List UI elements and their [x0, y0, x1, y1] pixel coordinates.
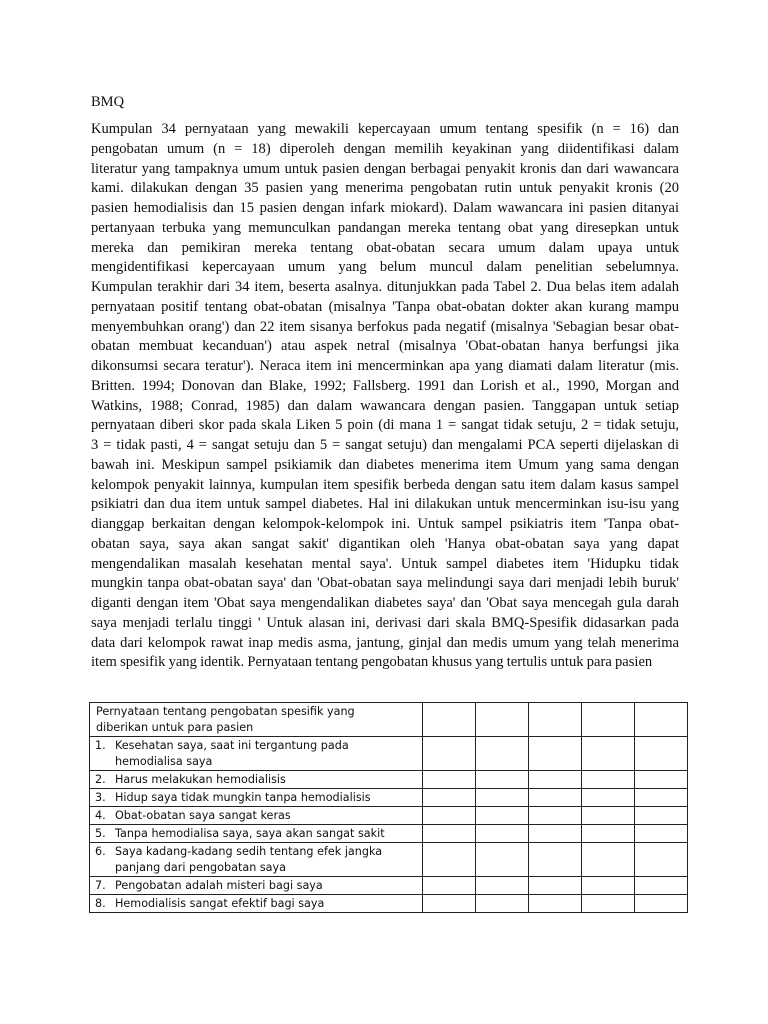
rating-cell: [476, 825, 529, 843]
paragraph-line: obatan saya, saya akan sangat sakit' digantikan oleh 'Hanya obat-obatan saya yang dapat: [91, 535, 679, 552]
item-number: 2.: [95, 773, 106, 786]
rating-cell: [635, 789, 688, 807]
statement-text: [115, 826, 418, 842]
rating-cell: [635, 877, 688, 895]
item-number: 1.: [95, 739, 106, 752]
statement-line: Pengobatan adalah misteri bagi saya: [115, 879, 323, 892]
rating-cell: [582, 895, 635, 913]
paragraph-line: mengidentifikasi kepercayaan umum yang belum muncul dalam penelitian sebelumnya.: [91, 259, 679, 276]
statement-cell: [90, 789, 423, 807]
paragraph-line: mengendalikan masalah kesehatan mental saya'. Untuk sampel diabetes item 'Hidupku tidak: [91, 555, 679, 572]
statement-text: [115, 772, 418, 788]
statement-line: hemodialisa saya: [115, 755, 213, 768]
paragraph-line: 3 = tidak pasti, 4 = sangat setuju dan 5 = sangat setuju) dan mengalami PCA seperti dijelaskan di: [91, 437, 679, 453]
rating-cell: [529, 843, 582, 877]
table-row: [90, 771, 688, 789]
rating-cell: [529, 771, 582, 789]
item-number: 5.: [95, 827, 106, 840]
table-row: [90, 895, 688, 913]
rating-cell: [635, 825, 688, 843]
table-row: [90, 877, 688, 895]
item-number: 8.: [95, 897, 106, 910]
body-paragraph: [91, 120, 679, 673]
paragraph-line: diganti dengan item 'Obat saya mengendalikan diabetes saya' dan 'Obat saya mencegah gula darah: [91, 595, 679, 611]
statement-text: [115, 790, 418, 806]
rating-cell: [476, 789, 529, 807]
statement-cell: [90, 807, 423, 825]
rating-cell: [635, 807, 688, 825]
table-row: [90, 825, 688, 843]
statement-text: [115, 738, 418, 770]
table-row: [90, 737, 688, 771]
rating-cell: [423, 807, 476, 825]
statement-line: Hemodialisis sangat efektif bagi saya: [115, 897, 325, 910]
table-row: [90, 789, 688, 807]
paragraph-line: dianggap berkaitan dengan kelompok-kelompok ini. Untuk sampel psikiatris item 'Tanpa obat-: [91, 516, 679, 532]
paragraph-line: Kumpulan terakhir dari 34 item, beserta asalnya. ditunjukkan pada Tabel 2. Dua belas item adalah: [91, 279, 679, 295]
item-number: 6.: [95, 845, 106, 858]
rating-cell: [423, 843, 476, 877]
paragraph-line: Kumpulan 34 pernyataan yang mewakili kepercayaan umum tentang spesifik (n = 16) dan: [91, 121, 679, 137]
table-header-cell: [90, 703, 423, 737]
statement-line: Harus melakukan hemodialisis: [115, 773, 286, 786]
item-number: 7.: [95, 879, 106, 892]
statement-text: [115, 878, 418, 894]
paragraph-line: pertanyaan terbuka yang memunculkan pandangan mereka tentang obat yang diresepkan untuk: [91, 219, 679, 236]
document-heading: BMQ: [91, 94, 125, 110]
paragraph-line: obatan membuat kecanduan') atau aspek netral (misalnya 'Obat-obatan hanya berfungsi jika: [91, 338, 679, 355]
rating-cell: [529, 789, 582, 807]
item-number: 3.: [95, 791, 106, 804]
statement-cell: [90, 771, 423, 789]
paragraph-line: pasien hemodialisis dan 15 pasien dengan infark miokard). Dalam wawancara ini pasien ditanyai: [91, 200, 679, 216]
statement-text: [115, 844, 418, 876]
statement-line: Saya kadang-kadang sedih tentang efek jangka: [115, 845, 383, 858]
paragraph-line: Watkins, 1988; Conrad, 1985) dan dalam wawancara dengan pasien. Tanggapan untuk setiap: [91, 397, 679, 414]
rating-cell: [423, 737, 476, 771]
statement-cell: [90, 843, 423, 877]
statement-cell: [90, 737, 423, 771]
paragraph-line: Britten. 1994; Donovan dan Blake, 1992; Fallsberg. 1991 dan Lorish et al., 1990, Morgan and: [91, 377, 679, 394]
rating-cell: [423, 877, 476, 895]
rating-cell: [423, 703, 476, 737]
paragraph-line: saya menjadi terlalu tinggi ' Untuk alasan ini, derivasi dari skala BMQ-Spesifik didasarkan pada: [91, 614, 679, 631]
paragraph-line: dikonsumsi secara teratur'). Neraca item ini mencerminkan apa yang diamati dalam literatur (mis.: [91, 358, 679, 374]
rating-cell: [476, 895, 529, 913]
rating-cell: [423, 771, 476, 789]
paragraph-line: pernyataan positif tentang obat-obatan (misalnya 'Tanpa obat-obatan dokter akan kurang mampu: [91, 298, 679, 315]
rating-cell: [529, 737, 582, 771]
rating-cell: [476, 703, 529, 737]
paragraph-line: pernyataan diberi skor pada skala Liken 5 poin (di mana 1 = sangat tidak setuju, 2 = tidak setuju,: [91, 417, 679, 434]
rating-cell: [423, 895, 476, 913]
rating-cell: [476, 771, 529, 789]
item-number: 4.: [95, 809, 106, 822]
statement-line: Kesehatan saya, saat ini tergantung pada: [115, 739, 349, 752]
rating-cell: [635, 703, 688, 737]
rating-cell: [529, 703, 582, 737]
rating-cell: [635, 843, 688, 877]
rating-cell: [582, 737, 635, 771]
paragraph-line: mungkin tanpa obat-obatan saya' dan 'Obat-obatan saya melindungi saya dari menjadi lebih buruk': [91, 575, 679, 592]
paragraph-line: kelompok penyakit lainnya, kumpulan item spesifik berbeda dengan satu item dalam kasus sampel: [91, 476, 679, 493]
statement-cell: [90, 877, 423, 895]
paragraph-line: pengobatan umum (n = 18) diperoleh dengan memilih keyakinan yang diidentifikasi dalam: [91, 140, 679, 157]
rating-cell: [635, 771, 688, 789]
rating-cell: [529, 807, 582, 825]
rating-cell: [582, 771, 635, 789]
rating-cell: [582, 703, 635, 737]
paragraph-line: psikiatri dan dua item untuk sampel diabetes. Hal ini dilakukan untuk mencerminkan isu-isu yang: [91, 496, 679, 513]
statements-table: [89, 702, 688, 913]
statement-text: [115, 896, 418, 912]
statement-line: Hidup saya tidak mungkin tanpa hemodialisis: [115, 791, 371, 804]
paragraph-line: mereka dan pemikiran mereka tentang obat-obatan secara umum dalam upaya untuk: [91, 239, 679, 256]
paragraph-line: bawah ini. Meskipun sampel psikiamik dan diabetes menerima item Umum yang sama dengan: [91, 456, 679, 473]
statement-line: Obat-obatan saya sangat keras: [115, 809, 291, 822]
rating-cell: [529, 877, 582, 895]
table-row: [90, 843, 688, 877]
rating-cell: [423, 789, 476, 807]
rating-cell: [582, 825, 635, 843]
rating-cell: [476, 737, 529, 771]
rating-cell: [476, 807, 529, 825]
table-row: [90, 807, 688, 825]
table-header-text: Pernyataan tentang pengobatan spesifik yang: [96, 705, 355, 718]
table-header-text: diberikan untuk para pasien: [96, 721, 254, 734]
paragraph-line: item spesifik yang identik. Pernyataan tentang pengobatan khusus yang tertulis untuk para pasien: [91, 654, 653, 671]
table-header-row: [90, 703, 688, 737]
rating-cell: [529, 895, 582, 913]
rating-cell: [529, 825, 582, 843]
statement-cell: [90, 825, 423, 843]
paragraph-line: kami. dilakukan dengan 35 pasien yang menerima pengobatan rutin untuk penyakit kronis (20: [91, 180, 679, 197]
rating-cell: [582, 843, 635, 877]
paragraph-line: menyembuhkan orang') dan 22 item sisanya berfokus pada negatif (misalnya 'Sebagian besar obat-: [91, 318, 679, 335]
rating-cell: [635, 895, 688, 913]
rating-cell: [582, 807, 635, 825]
statement-line: panjang dari pengobatan saya: [115, 861, 287, 874]
rating-cell: [476, 843, 529, 877]
rating-cell: [582, 789, 635, 807]
rating-cell: [635, 737, 688, 771]
paragraph-line: literatur yang tampaknya umum untuk pasien dengan berbagai penyakit kronis dan dari wawancara: [91, 160, 679, 177]
statement-line: Tanpa hemodialisa saya, saya akan sangat sakit: [115, 827, 385, 840]
rating-cell: [582, 877, 635, 895]
rating-cell: [423, 825, 476, 843]
rating-cell: [476, 877, 529, 895]
paragraph-line: data dari kelompok rawat inap medis asma, jantung, ginjal dan medis umum yang telah menerima: [91, 634, 679, 651]
statement-text: [115, 808, 418, 824]
statement-cell: [90, 895, 423, 913]
